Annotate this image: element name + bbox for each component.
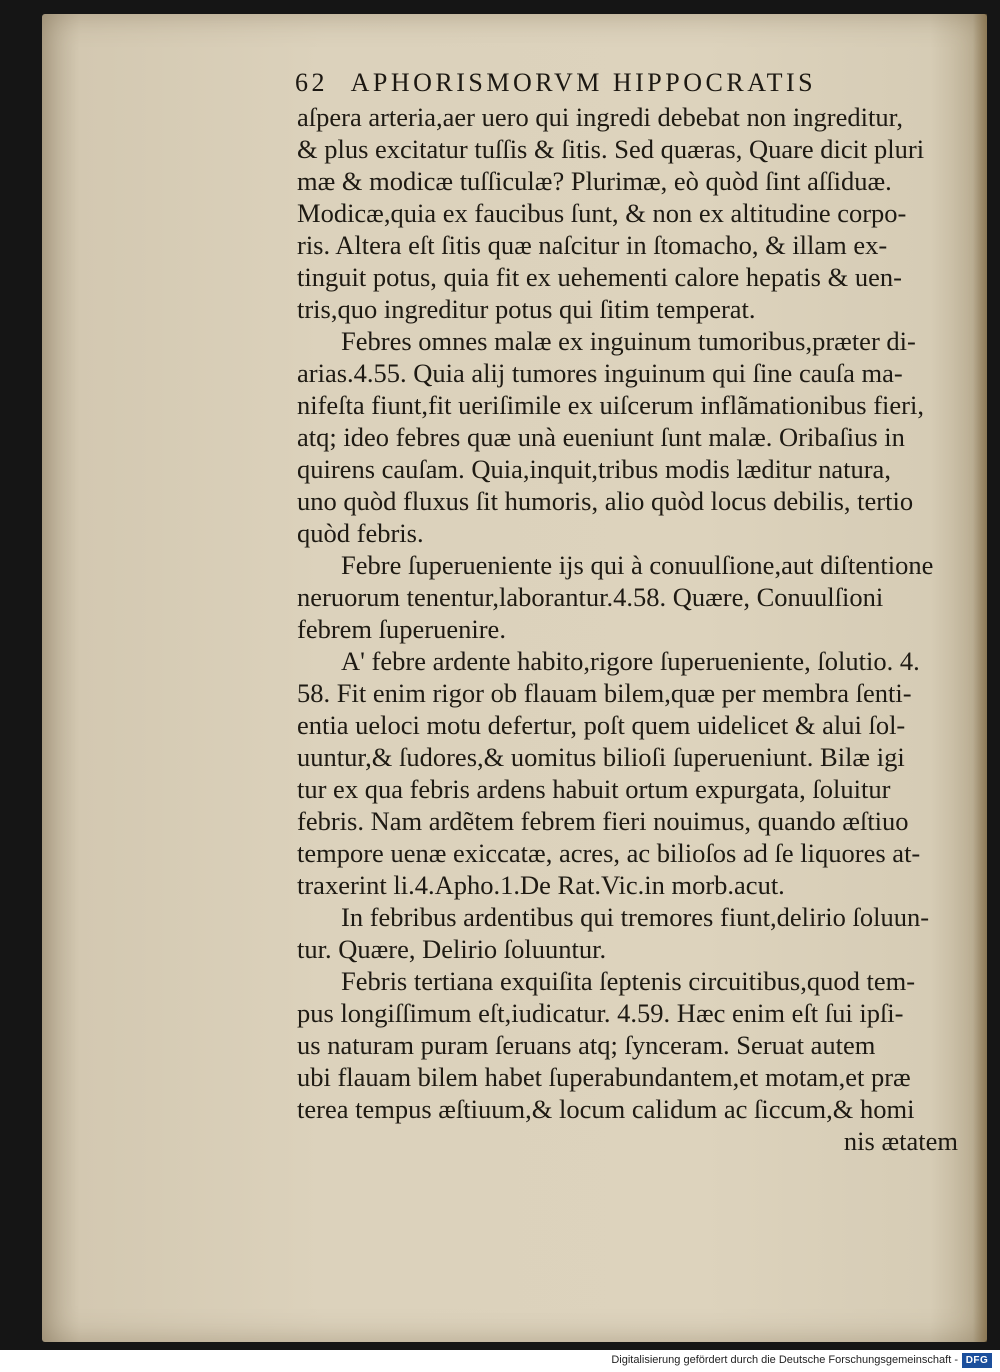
text-line: terea tempus æſtiuum,& locum calidum ac ſiccum,& homi — [297, 1094, 915, 1124]
text-line: uuntur,& ſudores,& uomitus bilioſi ſuperueniunt. Bilæ igi — [297, 742, 905, 772]
dfg-logo: DFG — [962, 1353, 992, 1368]
text-line: uno quòd fluxus ſit humoris, alio quòd locus debilis, tertio — [297, 486, 914, 516]
text-line: tur. Quære, Delirio ſoluuntur. — [297, 934, 607, 964]
text-line: tris,quo ingreditur potus qui ſitim temperat. — [297, 294, 756, 324]
text-line: mæ & modicæ tuſſiculæ? Plurimæ, eò quòd ſint aſſiduæ. — [297, 166, 892, 196]
catchword: nis ætatem — [843, 1126, 958, 1156]
text-line: Modicæ,quia ex faucibus ſunt, & non ex altitudine corpo- — [297, 198, 907, 228]
text-line: tinguit potus, quia fit ex uehementi calore hepatis & uen- — [297, 262, 902, 292]
text-line: traxerint li.4.Apho.1.De Rat.Vic.in morb.acut. — [297, 870, 785, 900]
text-line: ubi flauam bilem habet ſuperabundantem,et motam,et præ — [297, 1062, 911, 1092]
text-line: tempore uenæ exiccatæ, acres, ac bilioſos ad ſe liquores at- — [297, 838, 921, 868]
text-line: us naturam puram ſeruans atq; ſynceram. Seruat autem — [297, 1030, 876, 1060]
text-line: entia ueloci motu defertur, poſt quem uidelicet & alui ſol- — [297, 710, 906, 740]
text-line: atq; ideo febres quæ unà eueniunt ſunt malæ. Oribaſius in — [297, 422, 905, 452]
running-head — [295, 68, 915, 98]
text-line: pus longiſſimum eſt,iudicatur. 4.59. Hæc enim eſt ſui ipſi- — [297, 998, 904, 1028]
page-edge — [973, 14, 987, 1342]
text-line: A' febre ardente habito,rigore ſuperueniente, ſolutio. 4. — [341, 646, 920, 676]
text-line: In febribus ardentibus qui tremores fiunt,delirio ſoluun- — [341, 902, 930, 932]
text-block — [297, 101, 962, 1157]
text-line: & plus excitatur tuſſis & ſitis. Sed quæras, Quare dicit pluri — [297, 134, 925, 164]
text-line: Febre ſuperueniente ijs qui à conuulſione,aut diſtentione — [341, 550, 934, 580]
running-title: APHORISMORVM HIPPOCRATIS — [350, 68, 817, 97]
text-line: ris. Altera eſt ſitis quæ naſcitur in ſtomacho, & illam ex- — [297, 230, 888, 260]
text-line: aſpera arteria,aer uero qui ingredi debebat non ingreditur, — [297, 102, 903, 132]
text-line: febrem ſuperuenire. — [297, 614, 506, 644]
text-line: quòd febris. — [297, 518, 424, 548]
text-line: nifeſta fiunt,fit ueriſimile ex uiſcerum inflãmationibus fieri, — [297, 390, 924, 420]
digitization-footer — [0, 1350, 1000, 1372]
text-line: arias.4.55. Quia alij tumores inguinum qui ſine cauſa ma- — [297, 358, 903, 388]
text-line: Febres omnes malæ ex inguinum tumoribus,præter di- — [341, 326, 916, 356]
funding-credit: Digitalisierung gefördert durch die Deutsche Forschungsgemeinschaft - — [611, 1354, 958, 1366]
text-line: 58. Fit enim rigor ob flauam bilem,quæ per membra ſenti- — [297, 678, 912, 708]
text-line: febris. Nam ardẽtem febrem fieri nouimus, quando æſtiuo — [297, 806, 909, 836]
text-line: tur ex qua febris ardens habuit ortum expurgata, ſoluitur — [297, 774, 891, 804]
text-line: neruorum tenentur,laborantur.4.58. Quære, Conuulſioni — [297, 582, 884, 612]
text-line: quirens cauſam. Quia,inquit,tribus modis læditur natura, — [297, 454, 891, 484]
text-line: Febris tertiana exquiſita ſeptenis circuitibus,quod tem- — [341, 966, 916, 996]
page-number: 62 — [295, 68, 328, 97]
